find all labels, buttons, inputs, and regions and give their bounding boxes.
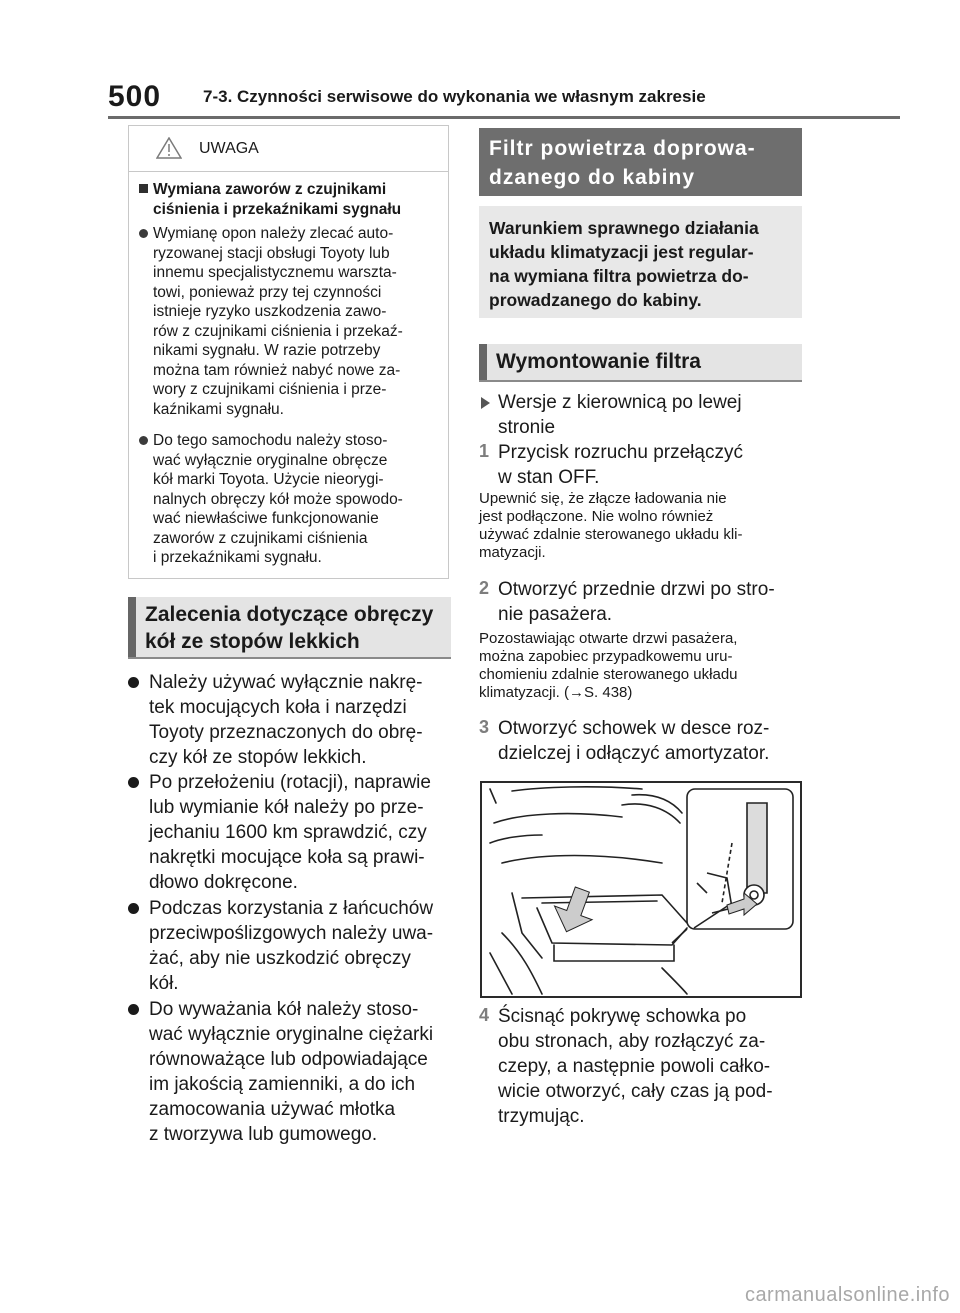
glove-box-illustration <box>480 781 802 998</box>
step-text: Przycisk rozruchu przełączyć w stan OFF. <box>498 442 743 488</box>
chapter-title: 7-3. Czynności serwisowe do wykonania we własnym zakresie <box>203 87 706 106</box>
warning-triangle-icon <box>156 137 182 159</box>
step-note: Pozostawiając otwarte drzwi pasażera, można zapobiec przypadkowemu uru- chomieniu zdalnie sterowanego układu klimatyzacji. (→S. 438) <box>479 630 738 701</box>
wheels-bullet: Po przełożeniu (rotacji), naprawie lub wymianie kół należy po prze- jechaniu 1600 km sprawdzić, czy nakrętki mocujące koła są prawi- dłowo dokręcone. <box>128 770 453 895</box>
warning-box <box>128 125 449 579</box>
bullet-dot-icon <box>128 903 139 914</box>
step-text: Ścisnąć pokrywę schowka po obu stronach, aby rozłączyć za- czepy, a następnie powoli całko- wicie otworzyć, cały czas ją pod- trzymując. <box>498 1006 773 1127</box>
bullet-dot-icon <box>128 777 139 788</box>
wheels-bullet: Należy używać wyłącznie nakrę- tek mocujących koła i narzędzi Toyoty przeznaczonych do obrę- czy kół ze stopów lekkich. <box>128 670 453 770</box>
step-text: Otworzyć przednie drzwi po stro- nie pasażera. <box>498 579 775 625</box>
page-number: 500 <box>108 80 162 113</box>
warning-header <box>129 126 448 172</box>
watermark: carmanualsonline.info <box>744 1284 950 1306</box>
bullet-dot-icon <box>139 436 148 445</box>
variant-label: Wersje z kierownicą po lewej stronie <box>498 392 742 438</box>
step-number: 1 <box>479 441 490 461</box>
step-number: 4 <box>479 1005 490 1025</box>
warning-bullet: Do tego samochodu należy stoso- wać wyłącznie oryginalne obręcze kół marki Toyota. Użycie nieorygi- nalnych obręczy kół może spowodo- wać niewłaściwe funkcjonowanie zaworów z czujnikami ciśnienia i przekaźnikami sygnału. <box>139 431 444 568</box>
arrow-right-icon <box>481 397 490 409</box>
warning-subheading: Wymiana zaworów z czujnikami ciśnienia i przekaźnikami sygnału <box>139 180 439 220</box>
section-header-cabin-filter: Filtr powietrza doprowa- dzanego do kabiny <box>479 128 802 196</box>
step-text: Otworzyć schowek w desce roz- dzielczej i odłączyć amortyzator. <box>498 718 770 764</box>
wheels-bullet: Do wyważania kół należy stoso- wać wyłącznie oryginalne ciężarki równoważące lub odpowiadające im jakością zamienniki, a do ich zamocowania używać młotka z tworzywa lub gumowego. <box>128 997 453 1147</box>
warning-bullet: Wymianę opon należy zlecać auto- ryzowanej stacji obsługi Toyoty lub innemu specjalistycznemu warszta- towi, ponieważ przy tej czynności istnieje ryzyko uszkodzenia zawo- rów z czujnikami ciśnienia i przekaź- nikami sygnału. W razie potrzeby można tam również nabyć nowe za- wory z czujnikami ciśnienia i prze- kaźnikami sygnału. <box>139 224 444 419</box>
step-number: 2 <box>479 578 490 598</box>
section-header-filter-removal: Wymontowanie filtra <box>479 344 802 382</box>
bullet-dot-icon <box>128 1004 139 1015</box>
step-note: Upewnić się, że złącze ładowania nie jest podłączone. Nie wolno również używać zdalnie sterowanego układu kli- matyzacji. <box>479 490 743 561</box>
section-header-wheels: Zalecenia dotyczące obręczy kół ze stopów lekkich <box>128 597 451 659</box>
bullet-dot-icon <box>128 677 139 688</box>
glove-box-drawing <box>482 783 800 996</box>
wheels-bullet: Podczas korzystania z łańcuchów przeciwpoślizgowych należy uwa- żać, aby nie uszkodzić obręczy kół. <box>128 896 453 996</box>
intro-box: Warunkiem sprawnego działania układu klimatyzacji jest regular- na wymiana filtra powietrza do- prowadzanego do kabiny. <box>479 206 802 318</box>
step-number: 3 <box>479 717 490 737</box>
header-divider <box>108 116 900 119</box>
bullet-dot-icon <box>139 229 148 238</box>
warning-title: UWAGA <box>199 140 259 157</box>
square-bullet-icon <box>139 184 148 193</box>
